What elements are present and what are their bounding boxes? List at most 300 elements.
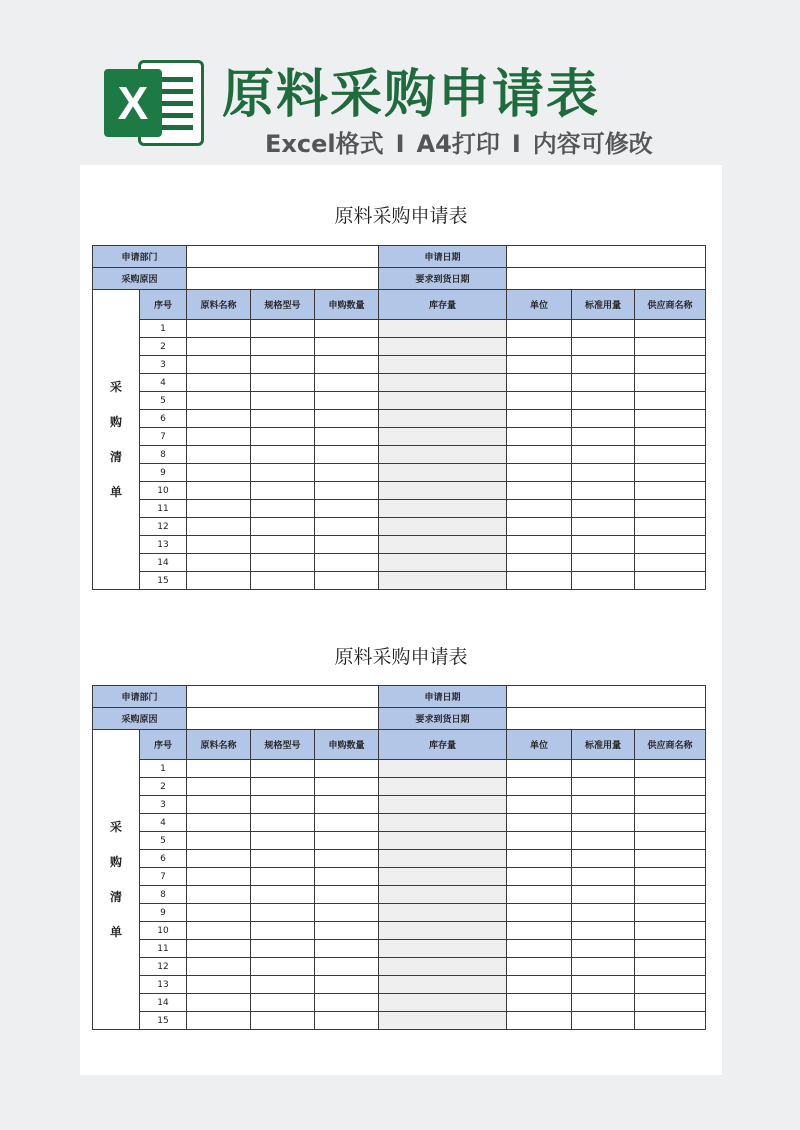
table-cell[interactable] xyxy=(187,500,251,518)
row-number: 5 xyxy=(140,392,187,410)
table-cell[interactable] xyxy=(251,572,315,590)
table-cell[interactable] xyxy=(315,1012,379,1030)
date-input[interactable] xyxy=(507,686,706,708)
column-header: 序号 xyxy=(140,290,187,320)
table-cell[interactable] xyxy=(187,778,251,796)
table-cell[interactable] xyxy=(379,850,507,868)
table-cell[interactable] xyxy=(379,572,507,590)
table-cell[interactable] xyxy=(572,886,635,904)
table-cell[interactable] xyxy=(379,374,507,392)
table-cell[interactable] xyxy=(187,904,251,922)
table-cell[interactable] xyxy=(635,1012,706,1030)
table-row xyxy=(93,796,706,814)
table-cell[interactable] xyxy=(379,1012,507,1030)
table-cell[interactable] xyxy=(187,374,251,392)
table-cell[interactable] xyxy=(251,428,315,446)
table-cell[interactable] xyxy=(507,320,572,338)
table-row xyxy=(93,500,706,518)
row-number: 5 xyxy=(140,832,187,850)
table-cell[interactable] xyxy=(315,976,379,994)
table-cell[interactable] xyxy=(635,850,706,868)
table-cell[interactable] xyxy=(315,392,379,410)
table-cell[interactable] xyxy=(251,760,315,778)
table-cell[interactable] xyxy=(379,760,507,778)
logo-badge: X xyxy=(104,69,162,137)
table-cell[interactable] xyxy=(315,868,379,886)
table-cell[interactable] xyxy=(251,832,315,850)
table-cell[interactable] xyxy=(187,356,251,374)
table-cell[interactable] xyxy=(379,410,507,428)
table-row xyxy=(93,392,706,410)
table-cell[interactable] xyxy=(315,922,379,940)
date-label: 申请日期 xyxy=(379,246,507,268)
table-cell[interactable] xyxy=(187,994,251,1012)
side-label-char: 采 xyxy=(109,819,122,834)
table-cell[interactable] xyxy=(635,832,706,850)
table-cell[interactable] xyxy=(572,976,635,994)
table-row xyxy=(93,410,706,428)
table-cell[interactable] xyxy=(635,446,706,464)
table-cell[interactable] xyxy=(507,518,572,536)
table-cell[interactable] xyxy=(635,958,706,976)
table-cell[interactable] xyxy=(572,356,635,374)
table-cell[interactable] xyxy=(572,392,635,410)
table-cell[interactable] xyxy=(187,464,251,482)
row-number: 13 xyxy=(140,976,187,994)
table-cell[interactable] xyxy=(635,572,706,590)
table-cell[interactable] xyxy=(187,976,251,994)
table-cell[interactable] xyxy=(379,320,507,338)
table-cell[interactable] xyxy=(507,814,572,832)
table-cell[interactable] xyxy=(251,976,315,994)
table-cell[interactable] xyxy=(187,446,251,464)
table-cell[interactable] xyxy=(635,536,706,554)
row-number: 6 xyxy=(140,850,187,868)
table-cell[interactable] xyxy=(251,994,315,1012)
table-cell[interactable] xyxy=(507,464,572,482)
table-cell[interactable] xyxy=(635,760,706,778)
table-row xyxy=(93,940,706,958)
table-cell[interactable] xyxy=(635,356,706,374)
table-cell[interactable] xyxy=(507,536,572,554)
table-row xyxy=(93,554,706,572)
table-cell[interactable] xyxy=(187,850,251,868)
row-number: 10 xyxy=(140,482,187,500)
side-label-char: 采 xyxy=(109,379,122,394)
column-header: 标准用量 xyxy=(572,290,635,320)
table-cell[interactable] xyxy=(251,850,315,868)
table-cell[interactable] xyxy=(507,850,572,868)
table-cell[interactable] xyxy=(251,320,315,338)
table-cell[interactable] xyxy=(572,536,635,554)
table-cell[interactable] xyxy=(379,392,507,410)
table-cell[interactable] xyxy=(315,518,379,536)
table-cell[interactable] xyxy=(315,958,379,976)
table-cell[interactable] xyxy=(635,868,706,886)
table-cell[interactable] xyxy=(635,428,706,446)
table-row xyxy=(93,760,706,778)
table-row xyxy=(93,904,706,922)
table-cell[interactable] xyxy=(507,922,572,940)
table-cell[interactable] xyxy=(379,994,507,1012)
table-cell[interactable] xyxy=(315,572,379,590)
table-cell[interactable] xyxy=(507,374,572,392)
table-cell[interactable] xyxy=(251,778,315,796)
side-label-char: 单 xyxy=(109,484,122,499)
table-cell[interactable] xyxy=(635,976,706,994)
delivery-input[interactable] xyxy=(507,268,706,290)
table-cell[interactable] xyxy=(572,868,635,886)
excel-logo-icon xyxy=(100,55,208,150)
table-cell[interactable] xyxy=(379,922,507,940)
table-cell[interactable] xyxy=(251,338,315,356)
table-cell[interactable] xyxy=(315,374,379,392)
table-cell[interactable] xyxy=(572,338,635,356)
table-cell[interactable] xyxy=(507,796,572,814)
table-cell[interactable] xyxy=(572,554,635,572)
table-cell[interactable] xyxy=(379,976,507,994)
row-number: 8 xyxy=(140,446,187,464)
table-cell[interactable] xyxy=(507,356,572,374)
table-cell[interactable] xyxy=(315,760,379,778)
column-header: 单位 xyxy=(507,290,572,320)
table-cell[interactable] xyxy=(251,796,315,814)
table-cell[interactable] xyxy=(507,778,572,796)
table-cell[interactable] xyxy=(251,374,315,392)
table-row xyxy=(93,446,706,464)
table-cell[interactable] xyxy=(187,518,251,536)
table-cell[interactable] xyxy=(635,814,706,832)
table-row xyxy=(93,1012,706,1030)
row-number: 9 xyxy=(140,904,187,922)
table-row xyxy=(93,886,706,904)
table-cell[interactable] xyxy=(635,338,706,356)
table-cell[interactable] xyxy=(507,428,572,446)
table-cell[interactable] xyxy=(251,536,315,554)
table-row xyxy=(93,814,706,832)
table-cell[interactable] xyxy=(507,500,572,518)
table-cell[interactable] xyxy=(572,778,635,796)
table-cell[interactable] xyxy=(187,886,251,904)
table-cell[interactable] xyxy=(572,940,635,958)
table-cell[interactable] xyxy=(315,536,379,554)
table-cell[interactable] xyxy=(507,940,572,958)
row-number: 4 xyxy=(140,814,187,832)
reason-input[interactable] xyxy=(187,708,379,730)
purchase-list-side-label xyxy=(93,290,140,590)
side-label-char: 购 xyxy=(109,854,122,869)
table-cell[interactable] xyxy=(572,410,635,428)
table-cell[interactable] xyxy=(251,482,315,500)
table-cell[interactable] xyxy=(572,320,635,338)
table-cell[interactable] xyxy=(187,922,251,940)
table-cell[interactable] xyxy=(251,958,315,976)
table-cell[interactable] xyxy=(572,904,635,922)
table-cell[interactable] xyxy=(251,1012,315,1030)
table-cell[interactable] xyxy=(379,904,507,922)
table-cell[interactable] xyxy=(507,572,572,590)
table-cell[interactable] xyxy=(251,814,315,832)
table-row xyxy=(93,976,706,994)
table-cell[interactable] xyxy=(507,392,572,410)
date-label: 申请日期 xyxy=(379,686,507,708)
table-cell[interactable] xyxy=(315,482,379,500)
table-cell[interactable] xyxy=(572,446,635,464)
table-cell[interactable] xyxy=(315,814,379,832)
table-cell[interactable] xyxy=(572,814,635,832)
table-cell[interactable] xyxy=(251,464,315,482)
table-cell[interactable] xyxy=(379,464,507,482)
row-number: 14 xyxy=(140,554,187,572)
table-cell[interactable] xyxy=(635,778,706,796)
table-row xyxy=(93,922,706,940)
table-row xyxy=(93,850,706,868)
table-cell[interactable] xyxy=(251,410,315,428)
table-cell[interactable] xyxy=(572,464,635,482)
table-cell[interactable] xyxy=(315,338,379,356)
table-cell[interactable] xyxy=(251,356,315,374)
table-cell[interactable] xyxy=(507,410,572,428)
table-cell[interactable] xyxy=(187,410,251,428)
table-cell[interactable] xyxy=(251,940,315,958)
table-cell[interactable] xyxy=(315,850,379,868)
table-cell[interactable] xyxy=(635,320,706,338)
table-cell[interactable] xyxy=(572,958,635,976)
column-header: 序号 xyxy=(140,730,187,760)
table-cell[interactable] xyxy=(251,518,315,536)
table-cell[interactable] xyxy=(315,994,379,1012)
table-cell[interactable] xyxy=(187,760,251,778)
column-header: 原料名称 xyxy=(187,290,251,320)
table-cell[interactable] xyxy=(507,760,572,778)
dept-label: 申请部门 xyxy=(93,246,187,268)
table-cell[interactable] xyxy=(187,428,251,446)
table-cell[interactable] xyxy=(251,446,315,464)
table-cell[interactable] xyxy=(187,338,251,356)
table-row xyxy=(93,832,706,850)
table-cell[interactable] xyxy=(187,958,251,976)
table-cell[interactable] xyxy=(379,958,507,976)
table-cell[interactable] xyxy=(379,356,507,374)
table-cell[interactable] xyxy=(315,464,379,482)
table-cell[interactable] xyxy=(635,500,706,518)
table-row xyxy=(93,778,706,796)
table-cell[interactable] xyxy=(379,814,507,832)
table-cell[interactable] xyxy=(187,940,251,958)
row-number: 13 xyxy=(140,536,187,554)
table-cell[interactable] xyxy=(507,832,572,850)
row-number: 4 xyxy=(140,374,187,392)
table-cell[interactable] xyxy=(507,976,572,994)
table-cell[interactable] xyxy=(635,374,706,392)
table-cell[interactable] xyxy=(572,500,635,518)
table-cell[interactable] xyxy=(379,338,507,356)
table-cell[interactable] xyxy=(187,796,251,814)
table-cell[interactable] xyxy=(635,410,706,428)
table-cell[interactable] xyxy=(635,392,706,410)
table-cell[interactable] xyxy=(635,904,706,922)
table-cell[interactable] xyxy=(379,940,507,958)
table-cell[interactable] xyxy=(507,338,572,356)
table-row xyxy=(93,374,706,392)
column-header: 供应商名称 xyxy=(635,730,706,760)
table-cell[interactable] xyxy=(315,904,379,922)
table-cell[interactable] xyxy=(572,572,635,590)
table-cell[interactable] xyxy=(315,778,379,796)
form-page xyxy=(80,165,722,1075)
table-cell[interactable] xyxy=(251,868,315,886)
table-cell[interactable] xyxy=(635,994,706,1012)
table-cell[interactable] xyxy=(379,482,507,500)
table-cell[interactable] xyxy=(635,886,706,904)
table-cell[interactable] xyxy=(187,554,251,572)
table-cell[interactable] xyxy=(379,446,507,464)
column-header: 单位 xyxy=(507,730,572,760)
table-row xyxy=(93,482,706,500)
table-row xyxy=(93,572,706,590)
table-cell[interactable] xyxy=(572,760,635,778)
table-cell[interactable] xyxy=(572,518,635,536)
table-cell[interactable] xyxy=(251,500,315,518)
side-label-char: 清 xyxy=(109,449,122,464)
subtitle-print: A4打印 xyxy=(416,130,500,158)
row-number: 14 xyxy=(140,994,187,1012)
side-label-char: 购 xyxy=(109,414,122,429)
row-number: 1 xyxy=(140,320,187,338)
table-cell[interactable] xyxy=(251,886,315,904)
row-number: 6 xyxy=(140,410,187,428)
table-cell[interactable] xyxy=(379,778,507,796)
table-cell[interactable] xyxy=(635,482,706,500)
table-cell[interactable] xyxy=(635,796,706,814)
table-row xyxy=(93,518,706,536)
table-cell[interactable] xyxy=(379,554,507,572)
table-row xyxy=(93,320,706,338)
table-cell[interactable] xyxy=(572,428,635,446)
table-cell[interactable] xyxy=(572,850,635,868)
subtitle-edit: 内容可修改 xyxy=(532,130,653,158)
table-cell[interactable] xyxy=(635,464,706,482)
row-number: 11 xyxy=(140,500,187,518)
table-cell[interactable] xyxy=(315,554,379,572)
row-number: 10 xyxy=(140,922,187,940)
table-cell[interactable] xyxy=(507,868,572,886)
table-cell[interactable] xyxy=(187,320,251,338)
subtitle-format: Excel格式 xyxy=(265,130,384,158)
table-cell[interactable] xyxy=(251,922,315,940)
table-cell[interactable] xyxy=(507,446,572,464)
table-cell[interactable] xyxy=(572,1012,635,1030)
table-cell[interactable] xyxy=(572,832,635,850)
table-cell[interactable] xyxy=(572,994,635,1012)
table-cell[interactable] xyxy=(379,500,507,518)
table-cell[interactable] xyxy=(635,518,706,536)
table-cell[interactable] xyxy=(187,868,251,886)
table-cell[interactable] xyxy=(187,536,251,554)
table-cell[interactable] xyxy=(635,940,706,958)
table-cell[interactable] xyxy=(572,796,635,814)
row-number: 1 xyxy=(140,760,187,778)
subtitle-separator: I xyxy=(511,130,521,158)
table-cell[interactable] xyxy=(251,904,315,922)
table-cell[interactable] xyxy=(507,554,572,572)
table-cell[interactable] xyxy=(187,832,251,850)
table-cell[interactable] xyxy=(315,940,379,958)
table-cell[interactable] xyxy=(315,410,379,428)
table-cell[interactable] xyxy=(507,994,572,1012)
table-cell[interactable] xyxy=(315,356,379,374)
table-row xyxy=(93,428,706,446)
table-cell[interactable] xyxy=(187,1012,251,1030)
delivery-input[interactable] xyxy=(507,708,706,730)
table-cell[interactable] xyxy=(379,886,507,904)
subtitle-separator: I xyxy=(395,130,405,158)
table-cell[interactable] xyxy=(635,554,706,572)
table-cell[interactable] xyxy=(507,1012,572,1030)
row-number: 12 xyxy=(140,518,187,536)
table-cell[interactable] xyxy=(572,482,635,500)
table-cell[interactable] xyxy=(379,428,507,446)
table-cell[interactable] xyxy=(187,392,251,410)
delivery-label: 要求到货日期 xyxy=(379,708,507,730)
table-cell[interactable] xyxy=(507,482,572,500)
banner-subtitle xyxy=(265,124,653,159)
table-cell[interactable] xyxy=(315,832,379,850)
table-cell[interactable] xyxy=(379,832,507,850)
table-cell[interactable] xyxy=(187,482,251,500)
reason-input[interactable] xyxy=(187,268,379,290)
dept-input[interactable] xyxy=(187,246,379,268)
table-cell[interactable] xyxy=(187,572,251,590)
table-cell[interactable] xyxy=(315,500,379,518)
table-cell[interactable] xyxy=(379,796,507,814)
row-number: 2 xyxy=(140,338,187,356)
table-cell[interactable] xyxy=(315,320,379,338)
delivery-label: 要求到货日期 xyxy=(379,268,507,290)
table-cell[interactable] xyxy=(507,904,572,922)
table-cell[interactable] xyxy=(315,886,379,904)
row-number: 7 xyxy=(140,428,187,446)
table-cell[interactable] xyxy=(507,958,572,976)
banner-title: 原料采购申请表 xyxy=(222,65,601,125)
table-cell[interactable] xyxy=(251,554,315,572)
form-title: 原料采购申请表 xyxy=(334,646,468,668)
table-cell[interactable] xyxy=(379,868,507,886)
table-cell[interactable] xyxy=(315,446,379,464)
banner xyxy=(0,0,800,165)
date-input[interactable] xyxy=(507,246,706,268)
column-header: 申购数量 xyxy=(315,290,379,320)
table-cell[interactable] xyxy=(251,392,315,410)
table-cell[interactable] xyxy=(315,428,379,446)
row-number: 15 xyxy=(140,572,187,590)
side-label-char: 单 xyxy=(109,924,122,939)
table-cell[interactable] xyxy=(507,886,572,904)
table-cell[interactable] xyxy=(572,922,635,940)
table-cell[interactable] xyxy=(572,374,635,392)
column-header: 库存量 xyxy=(379,290,507,320)
table-cell[interactable] xyxy=(379,536,507,554)
table-cell[interactable] xyxy=(315,796,379,814)
table-cell[interactable] xyxy=(379,518,507,536)
dept-input[interactable] xyxy=(187,686,379,708)
row-number: 12 xyxy=(140,958,187,976)
column-header: 申购数量 xyxy=(315,730,379,760)
table-cell[interactable] xyxy=(187,814,251,832)
side-label-char: 清 xyxy=(109,889,122,904)
table-cell[interactable] xyxy=(635,922,706,940)
row-number: 9 xyxy=(140,464,187,482)
